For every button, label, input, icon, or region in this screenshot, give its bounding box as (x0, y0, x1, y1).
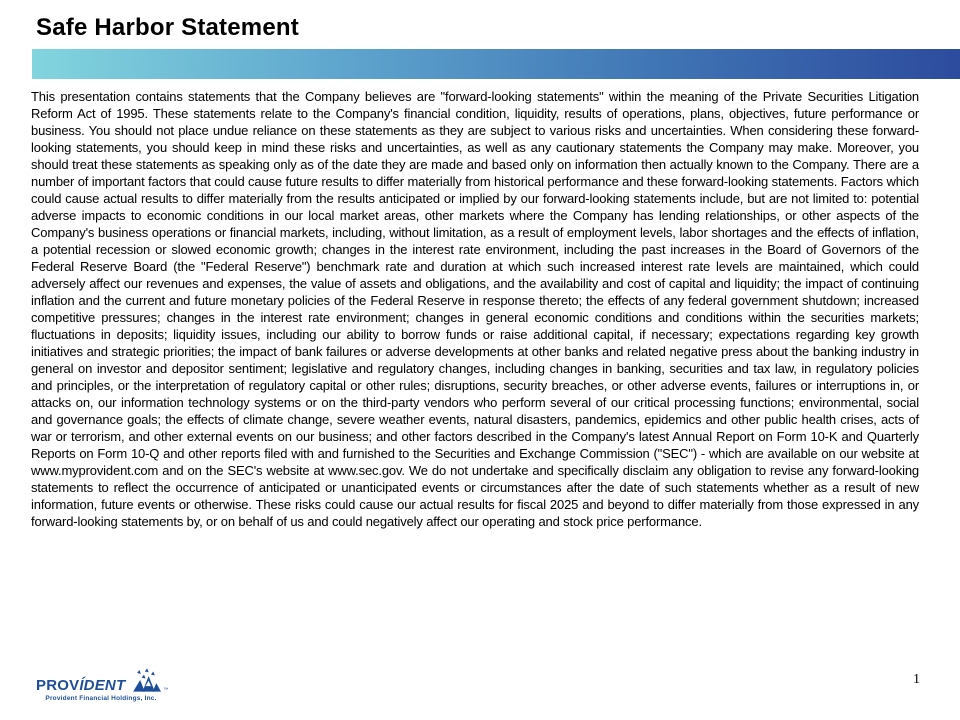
trademark-symbol: ™ (163, 687, 169, 693)
title-accent-bar (32, 49, 960, 79)
logo-wordmark-prefix: PROV (36, 677, 80, 694)
logo-wordmark (36, 678, 125, 693)
mountain-triangles-icon (127, 667, 161, 693)
page-number: 1 (913, 672, 920, 687)
logo-tagline: Provident Financial Holdings, Inc. (45, 695, 157, 702)
logo-wordmark-suffix: ÍDENT (79, 677, 126, 694)
page-title: Safe Harbor Statement (36, 14, 299, 41)
provident-logo (36, 667, 169, 702)
safe-harbor-paragraph: This presentation contains statements that the Company believes are "forward-looking statements" within the meaning of the Private Securities Litigation Reform Act of 1995. These statements relate to the Company's financial condition, liquidity, results of operations, plans, objectives, future performance or business. You should not place undue reliance on these statements as they are subject to various risks and uncertainties. When considering these forward-looking statements, you should keep in mind these risks and uncertainties, as well as any cautionary statements the Company may make. Moreover, you should treat these statements as speaking only as of the date they are made and based only on information then actually known to the Company. There are a number of important factors that could cause future results to differ materially from historical performance and these forward-looking statements. Factors which could cause actual results to differ materially from the results anticipated or implied by our forward-looking statements include, but are not limited to: potential adverse impacts to economic conditions in our local market areas, other markets where the Company has lending relationships, or other aspects of the Company's business operations or financial markets, including, without limitation, as a result of employment levels, labor shortages and the effects of inflation, a potential recession or slowed economic growth; changes in the interest rate environment, including the past increases in the Board of Governors of the Federal Reserve Board (the "Federal Reserve") benchmark rate and duration at which such increased interest rate levels are maintained, which could adversely affect our revenues and expenses, the value of assets and obligations, and the availability and cost of capital and liquidity; the impact of continuing inflation and the current and future monetary policies of the Federal Reserve in response thereto; the effects of any federal government shutdown; increased competitive pressures; changes in the interest rate environment; changes in general economic conditions and conditions within the securities markets; fluctuations in deposits; liquidity issues, including our ability to borrow funds or raise additional capital, if necessary; expectations regarding key growth initiatives and strategic priorities; the impact of bank failures or adverse developments at other banks and related negative press about the banking industry in general on investor and depositor sentiment; legislative and regulatory changes, including changes in banking, securities and tax law, in regulatory policies and principles, or the interpretation of regulatory capital or other rules; disruptions, security breaches, or other adverse events, failures or interruptions in, or attacks on, our information technology systems or on the third-party vendors who perform several of our critical processing functions; environmental, social and governance goals; the effects of climate change, severe weather events, natural disasters, pandemics, epidemics and other public health crises, acts of war or terrorism, and other external events on our business; and other factors described in the Company's latest Annual Report on Form 10-K and Quarterly Reports on Form 10-Q and other reports filed with and furnished to the Securities and Exchange Commission ("SEC") - which are available on our website at www.myprovident.com and on the SEC's website at www.sec.gov. We do not undertake and specifically disclaim any obligation to revise any forward-looking statements to reflect the occurrence of anticipated or unanticipated events or circumstances after the date of such statements whether as a result of new information, future events or otherwise. These risks could cause our actual results for fiscal 2025 and beyond to differ materially from those expressed in any forward-looking statements by, or on behalf of us and could negatively affect our operating and stock price performance. (31, 89, 919, 529)
logo-row (36, 667, 169, 694)
